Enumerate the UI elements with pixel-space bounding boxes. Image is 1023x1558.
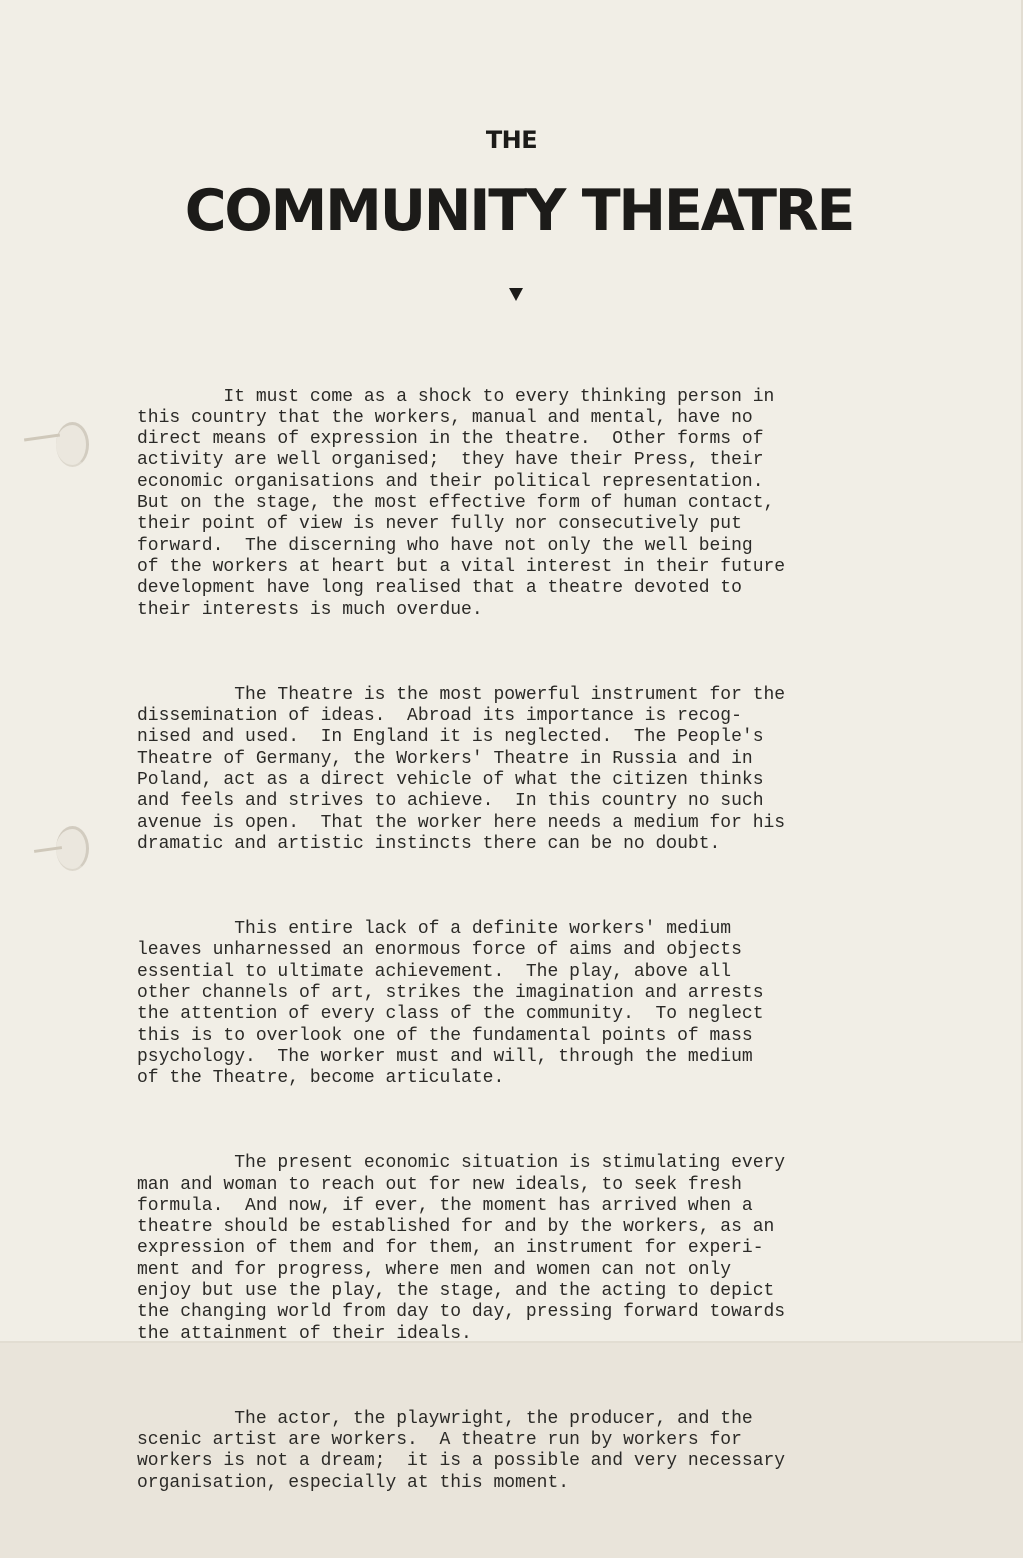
binder-tear-top	[24, 434, 60, 442]
paragraph-5: The actor, the playwright, the producer, and the scenic artist are workers. A theatre run by workers for workers is not a dream; it is a possible and very necessary organisation, especially at this moment.	[137, 1408, 786, 1493]
paragraph-4: The present economic situation is stimulating every man and woman to reach out for new ideals, to seek fresh formula. And now, if ever, the moment has arrived when a theatre should be established for and by the workers, as an expression of them and for them, an instrument for experi- ment and for progress, where men and women can not only enjoy but use the play, the stage, and the acting to depict the changing world from day to day, pressing forward towards the attainment of their ideals.	[137, 1153, 786, 1344]
paragraph-3: This entire lack of a definite workers' medium leaves unharnessed an enormous force of aims and objects essential to ultimate achievement. The play, above all other channels of art, strikes the imagination and arrests the attention of every class of the community. To neglect this is to overlook one of the fundamental points of mass psychology. The worker must and will, through the medium of the Theatre, become articulate.	[137, 919, 764, 1089]
page-title: COMMUNITY THEATRE	[184, 178, 854, 244]
heading-kicker: THE	[485, 126, 538, 154]
binder-hole-top	[56, 422, 89, 467]
paragraph-2: The Theatre is the most powerful instrument for the dissemination of ideas. Abroad its importance is recog- nised and used. In England it is neglected. The People's Theatre of Germany, the Workers' Theatre in Russia and in Poland, act as a direct vehicle of what the citizen thinks and feels and strives to achieve. In this country no such avenue is open. That the worker here needs a medium for his dramatic and artistic instincts there can be no doubt.	[137, 684, 786, 854]
body-text	[137, 344, 912, 1558]
paragraph-1: It must come as a shock to every thinking person in this country that the workers, manual and mental, have no direct means of expression in the theatre. Other forms of activity are well organised; they have their Press, their economic organisations and their political representation. But on the stage, the most effective form of human contact, their point of view is never fully nor consecutively put forward. The discerning who have not only the well being of the workers at heart but a vital interest in their future development have long realised that a theatre devoted to their interests is much overdue.	[137, 386, 786, 620]
down-triangle-icon	[509, 288, 523, 301]
